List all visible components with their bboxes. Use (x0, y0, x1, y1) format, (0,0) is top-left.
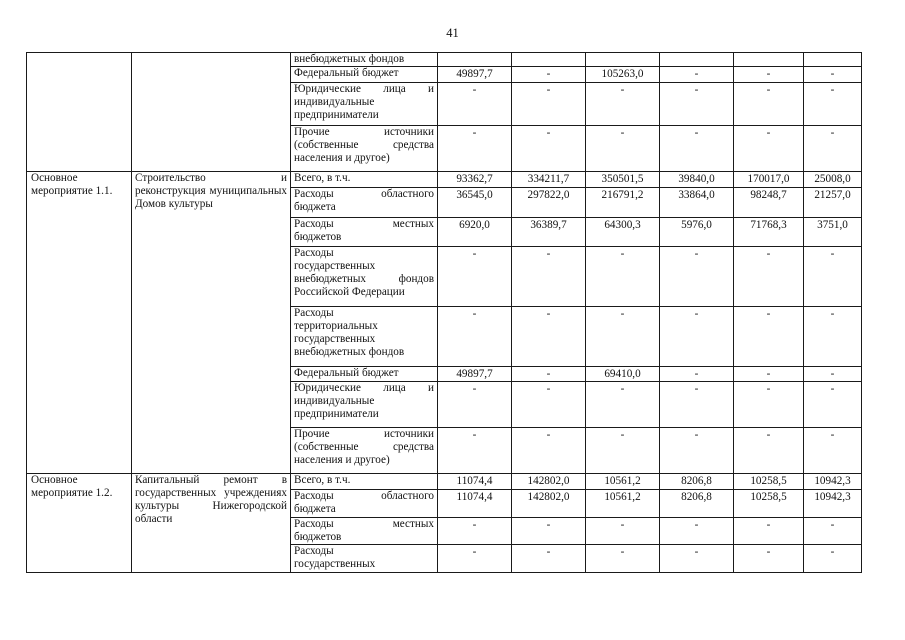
funding-source-label-line: государственных (294, 558, 376, 570)
value-cell: 93362,7 (438, 172, 512, 188)
value-cell: - (804, 518, 862, 545)
value-cell: - (438, 382, 512, 428)
funding-source-label-line: территориальных (294, 320, 378, 332)
value-cell: 142802,0 (512, 490, 586, 518)
value-cell: 36389,7 (512, 218, 586, 247)
funding-source-label-line: Федеральный бюджет (294, 67, 399, 79)
funding-source-label-line: индивидуальные (294, 395, 375, 407)
table-row (27, 474, 862, 490)
description-cell (132, 172, 291, 474)
value-cell: 10942,3 (804, 490, 862, 518)
value-cell: 64300,3 (586, 218, 660, 247)
value-cell: 49897,7 (438, 67, 512, 83)
table-row (27, 172, 862, 188)
value-cell: 10942,3 (804, 474, 862, 490)
value-cell: 8206,8 (660, 474, 734, 490)
funding-source-cell (291, 247, 438, 307)
value-cell: - (660, 247, 734, 307)
table-row (27, 53, 862, 67)
value-cell: - (438, 126, 512, 172)
value-cell: - (660, 545, 734, 573)
funding-source-cell (291, 518, 438, 545)
funding-source-cell (291, 188, 438, 218)
measure-description: Строительство и реконструкция муниципальных Домов культуры (135, 172, 287, 210)
value-cell: - (734, 382, 804, 428)
value-cell: - (512, 67, 586, 83)
value-cell: - (586, 518, 660, 545)
funding-source-label-line: Расходы (294, 247, 334, 259)
funding-source-label-line: внебюджетных фондов (294, 53, 405, 65)
value-cell: - (512, 83, 586, 126)
value-cell (734, 53, 804, 67)
value-cell: - (586, 307, 660, 367)
value-cell: - (586, 382, 660, 428)
value-cell: - (660, 382, 734, 428)
value-cell: 170017,0 (734, 172, 804, 188)
value-cell: - (734, 545, 804, 573)
value-cell: - (586, 126, 660, 172)
funding-source-cell (291, 545, 438, 573)
value-cell: 10561,2 (586, 474, 660, 490)
funding-source-label-line: Юридические лица и (294, 382, 434, 394)
value-cell: - (586, 545, 660, 573)
funding-source-label-line: предприниматели (294, 109, 379, 121)
funding-source-label-line: государственных (294, 260, 376, 272)
value-cell: - (660, 518, 734, 545)
funding-source-label-line: бюджета (294, 201, 336, 213)
measure-name: Основное мероприятие 1.1. (31, 172, 113, 197)
value-cell: - (804, 382, 862, 428)
funding-source-cell (291, 67, 438, 83)
value-cell: 71768,3 (734, 218, 804, 247)
value-cell: - (734, 367, 804, 382)
funding-source-label-line: Расходы областного (294, 188, 434, 200)
funding-source-cell (291, 382, 438, 428)
funding-source-label-line: бюджетов (294, 231, 342, 243)
funding-source-cell (291, 367, 438, 382)
value-cell: 105263,0 (586, 67, 660, 83)
funding-source-label-line: индивидуальные (294, 96, 375, 108)
measure-cell (27, 53, 132, 172)
value-cell: 8206,8 (660, 490, 734, 518)
value-cell: - (512, 428, 586, 474)
funding-source-cell (291, 474, 438, 490)
funding-source-label-line: Прочие источники (294, 126, 434, 138)
value-cell: - (804, 367, 862, 382)
funding-table (26, 52, 862, 573)
value-cell: - (660, 307, 734, 367)
value-cell: 39840,0 (660, 172, 734, 188)
value-cell: - (512, 247, 586, 307)
funding-source-label-line: Расходы местных (294, 218, 434, 230)
value-cell: - (438, 307, 512, 367)
value-cell: - (438, 518, 512, 545)
funding-source-label-line: Расходы (294, 545, 334, 557)
value-cell: - (512, 307, 586, 367)
funding-source-label-line: государственных (294, 333, 376, 345)
value-cell: 98248,7 (734, 188, 804, 218)
value-cell: - (804, 126, 862, 172)
value-cell: 21257,0 (804, 188, 862, 218)
value-cell: - (804, 247, 862, 307)
measure-name: Основное мероприятие 1.2. (31, 474, 113, 499)
funding-source-label-line: Расходы местных (294, 518, 434, 530)
funding-source-label-line: внебюджетных фондов (294, 346, 405, 358)
value-cell: - (660, 83, 734, 126)
funding-source-label-line: населения и другое) (294, 152, 390, 164)
value-cell: - (660, 126, 734, 172)
funding-source-label-line: Прочие источники (294, 428, 434, 440)
value-cell: - (438, 545, 512, 573)
value-cell: 3751,0 (804, 218, 862, 247)
value-cell: - (660, 67, 734, 83)
value-cell: - (734, 428, 804, 474)
value-cell: 33864,0 (660, 188, 734, 218)
value-cell: 142802,0 (512, 474, 586, 490)
funding-source-cell (291, 218, 438, 247)
value-cell: 36545,0 (438, 188, 512, 218)
value-cell: - (586, 247, 660, 307)
measure-cell (27, 172, 132, 474)
funding-source-cell (291, 428, 438, 474)
value-cell: 11074,4 (438, 490, 512, 518)
value-cell: - (734, 518, 804, 545)
value-cell: - (438, 83, 512, 126)
value-cell: - (512, 545, 586, 573)
value-cell: - (734, 247, 804, 307)
value-cell: - (586, 83, 660, 126)
value-cell: - (438, 428, 512, 474)
value-cell: 10561,2 (586, 490, 660, 518)
value-cell (586, 53, 660, 67)
value-cell: 69410,0 (586, 367, 660, 382)
funding-source-label-line: населения и другое) (294, 454, 390, 466)
value-cell: - (804, 428, 862, 474)
description-cell (132, 53, 291, 172)
measure-cell (27, 474, 132, 573)
value-cell: - (734, 307, 804, 367)
funding-table-container (26, 52, 862, 573)
funding-source-label-line: Юридические лица и (294, 83, 434, 95)
funding-source-cell (291, 172, 438, 188)
value-cell: - (512, 367, 586, 382)
measure-description: Капитальный ремонт в государственных учреждениях культуры Нижегородской области (135, 474, 287, 525)
value-cell: - (734, 83, 804, 126)
value-cell: - (512, 126, 586, 172)
value-cell: - (734, 67, 804, 83)
funding-source-cell (291, 83, 438, 126)
value-cell: - (586, 428, 660, 474)
funding-source-label-line: бюджета (294, 503, 336, 515)
value-cell (438, 53, 512, 67)
value-cell: - (804, 83, 862, 126)
page-number: 41 (446, 26, 459, 40)
value-cell: 10258,5 (734, 474, 804, 490)
value-cell: 297822,0 (512, 188, 586, 218)
value-cell: 216791,2 (586, 188, 660, 218)
funding-source-label-line: бюджетов (294, 531, 342, 543)
funding-source-label-line: (собственные средства (294, 139, 434, 151)
value-cell: - (804, 545, 862, 573)
description-cell (132, 474, 291, 573)
funding-source-label-line: предприниматели (294, 408, 379, 420)
funding-source-cell (291, 126, 438, 172)
value-cell: - (512, 382, 586, 428)
funding-source-label-line: Всего, в т.ч. (294, 172, 351, 184)
value-cell: - (734, 126, 804, 172)
value-cell: - (804, 307, 862, 367)
funding-source-label-line: Расходы областного (294, 490, 434, 502)
funding-source-cell (291, 53, 438, 67)
value-cell (660, 53, 734, 67)
value-cell: 25008,0 (804, 172, 862, 188)
funding-source-cell (291, 307, 438, 367)
value-cell: - (512, 518, 586, 545)
funding-source-cell (291, 490, 438, 518)
funding-source-label-line: внебюджетных фондов (294, 273, 434, 285)
value-cell: - (660, 367, 734, 382)
value-cell: 5976,0 (660, 218, 734, 247)
value-cell: 11074,4 (438, 474, 512, 490)
value-cell (512, 53, 586, 67)
funding-source-label-line: Расходы (294, 307, 334, 319)
value-cell: 350501,5 (586, 172, 660, 188)
value-cell: - (438, 247, 512, 307)
funding-source-label-line: (собственные средства (294, 441, 434, 453)
funding-source-label-line: Всего, в т.ч. (294, 474, 351, 486)
value-cell: 6920,0 (438, 218, 512, 247)
funding-source-label-line: Российской Федерации (294, 286, 405, 298)
value-cell: 334211,7 (512, 172, 586, 188)
funding-source-label-line: Федеральный бюджет (294, 367, 399, 379)
value-cell: - (804, 67, 862, 83)
value-cell: - (660, 428, 734, 474)
value-cell: 10258,5 (734, 490, 804, 518)
value-cell (804, 53, 862, 67)
value-cell: 49897,7 (438, 367, 512, 382)
